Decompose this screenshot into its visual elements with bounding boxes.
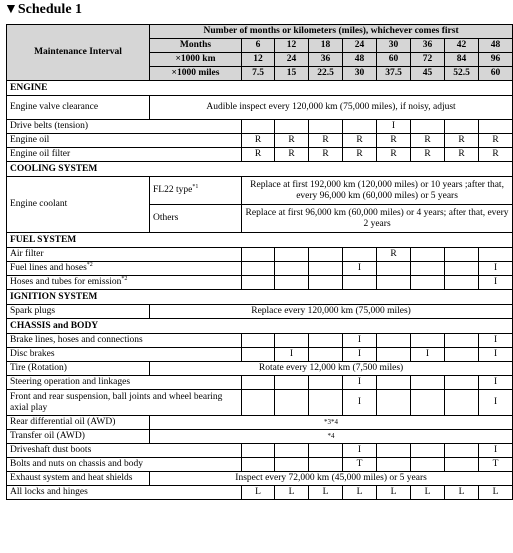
months-value: 36 bbox=[411, 39, 445, 53]
schedule-cell bbox=[309, 376, 343, 390]
months-value: 42 bbox=[445, 39, 479, 53]
schedule-cell bbox=[445, 248, 479, 262]
km-value: 60 bbox=[377, 53, 411, 67]
schedule-cell bbox=[411, 248, 445, 262]
miles-value: 15 bbox=[275, 67, 309, 81]
schedule-cell bbox=[377, 376, 411, 390]
row-label-air-filter: Air filter bbox=[7, 248, 242, 262]
schedule-cell: R bbox=[479, 148, 513, 162]
coolant-fl22-label: FL22 type$^{*1}$ bbox=[150, 177, 242, 205]
schedule-cell bbox=[309, 444, 343, 458]
miles-value: 52.5 bbox=[445, 67, 479, 81]
schedule-cell bbox=[445, 444, 479, 458]
schedule-cell bbox=[275, 262, 309, 276]
schedule-cell bbox=[377, 348, 411, 362]
schedule-cell bbox=[242, 262, 275, 276]
coolant-others-note: Replace at first 96,000 km (60,000 miles) or 4 years; after that, every 2 years bbox=[242, 205, 513, 233]
tire-note: Rotate every 12,000 km (7,500 miles) bbox=[150, 362, 513, 376]
schedule-cell: R bbox=[309, 148, 343, 162]
schedule-cell: R bbox=[309, 134, 343, 148]
schedule-cell: R bbox=[479, 134, 513, 148]
schedule-cell bbox=[377, 262, 411, 276]
schedule-cell bbox=[242, 348, 275, 362]
row-label-valve-clearance: Engine valve clearance bbox=[7, 96, 150, 120]
schedule-cell: R bbox=[343, 148, 377, 162]
row-label-fuel-lines: Fuel lines and hoses$^{*2}$ bbox=[7, 262, 242, 276]
schedule-cell bbox=[275, 390, 309, 416]
schedule-cell bbox=[275, 458, 309, 472]
schedule-cell bbox=[411, 262, 445, 276]
schedule-cell: I bbox=[343, 262, 377, 276]
schedule-title: ▼Schedule 1 bbox=[4, 2, 83, 17]
schedule-cell: R bbox=[377, 148, 411, 162]
schedule-cell: I bbox=[479, 262, 513, 276]
miles-value: 60 bbox=[479, 67, 513, 81]
schedule-cell bbox=[275, 334, 309, 348]
months-value: 48 bbox=[479, 39, 513, 53]
km-value: 12 bbox=[242, 53, 275, 67]
schedule-cell: L bbox=[445, 486, 479, 500]
schedule-cell bbox=[309, 248, 343, 262]
months-value: 18 bbox=[309, 39, 343, 53]
schedule-cell: I bbox=[479, 334, 513, 348]
miles-value: 22.5 bbox=[309, 67, 343, 81]
rear-diff-note: *3*4 bbox=[150, 416, 513, 430]
schedule-cell bbox=[445, 262, 479, 276]
schedule-cell: I bbox=[343, 376, 377, 390]
km-value: 72 bbox=[411, 53, 445, 67]
schedule-cell bbox=[275, 444, 309, 458]
schedule-cell bbox=[445, 276, 479, 290]
schedule-cell bbox=[343, 276, 377, 290]
schedule-cell: I bbox=[343, 444, 377, 458]
miles-value: 7.5 bbox=[242, 67, 275, 81]
schedule-cell bbox=[445, 390, 479, 416]
schedule-cell bbox=[377, 390, 411, 416]
months-value: 12 bbox=[275, 39, 309, 53]
schedule-cell: R bbox=[377, 134, 411, 148]
row-label-steering: Steering operation and linkages bbox=[7, 376, 242, 390]
months-value: 24 bbox=[343, 39, 377, 53]
schedule-cell: R bbox=[411, 134, 445, 148]
schedule-cell: R bbox=[275, 134, 309, 148]
row-label-bolts: Bolts and nuts on chassis and body bbox=[7, 458, 242, 472]
row-label-spark-plugs: Spark plugs bbox=[7, 305, 150, 319]
schedule-cell bbox=[242, 334, 275, 348]
schedule-cell bbox=[309, 276, 343, 290]
schedule-cell: T bbox=[479, 458, 513, 472]
schedule-cell bbox=[445, 120, 479, 134]
schedule-cell bbox=[309, 334, 343, 348]
miles-value: 45 bbox=[411, 67, 445, 81]
maintenance-schedule-table bbox=[6, 24, 513, 500]
schedule-cell: L bbox=[411, 486, 445, 500]
schedule-cell bbox=[242, 390, 275, 416]
months-value: 6 bbox=[242, 39, 275, 53]
schedule-cell: I bbox=[479, 276, 513, 290]
row-label-engine-oil: Engine oil bbox=[7, 134, 242, 148]
schedule-cell bbox=[377, 276, 411, 290]
months-label: Months bbox=[150, 39, 242, 53]
schedule-cell bbox=[411, 276, 445, 290]
schedule-cell: L bbox=[343, 486, 377, 500]
section-chassis: CHASSIS and BODY bbox=[7, 319, 513, 334]
row-label-driveshaft: Driveshaft dust boots bbox=[7, 444, 242, 458]
schedule-cell: T bbox=[343, 458, 377, 472]
schedule-cell bbox=[445, 458, 479, 472]
km-value: 84 bbox=[445, 53, 479, 67]
row-label-oil-filter: Engine oil filter bbox=[7, 148, 242, 162]
schedule-cell bbox=[411, 334, 445, 348]
km-value: 24 bbox=[275, 53, 309, 67]
schedule-cell: I bbox=[479, 376, 513, 390]
schedule-cell bbox=[479, 120, 513, 134]
schedule-cell: I bbox=[411, 348, 445, 362]
row-label-emission-hoses: Hoses and tubes for emission$^{*2}$ bbox=[7, 276, 242, 290]
schedule-cell bbox=[275, 248, 309, 262]
schedule-cell: L bbox=[377, 486, 411, 500]
row-label-tire: Tire (Rotation) bbox=[7, 362, 150, 376]
row-label-disc-brakes: Disc brakes bbox=[7, 348, 242, 362]
schedule-cell bbox=[275, 120, 309, 134]
miles-value: 37.5 bbox=[377, 67, 411, 81]
schedule-cell bbox=[343, 120, 377, 134]
interval-span-header: Number of months or kilometers (miles), whichever comes first bbox=[150, 25, 513, 39]
schedule-cell bbox=[411, 458, 445, 472]
schedule-cell: I bbox=[479, 390, 513, 416]
schedule-cell bbox=[445, 348, 479, 362]
schedule-cell: I bbox=[343, 348, 377, 362]
schedule-cell bbox=[343, 248, 377, 262]
miles-label: ×1000 miles bbox=[150, 67, 242, 81]
miles-value: 30 bbox=[343, 67, 377, 81]
schedule-cell: L bbox=[309, 486, 343, 500]
schedule-cell bbox=[377, 444, 411, 458]
coolant-fl22-note: Replace at first 192,000 km (120,000 miles) or 10 years ;after that, every 96,000 km (60,000 miles) or 5 years bbox=[242, 177, 513, 205]
km-value: 36 bbox=[309, 53, 343, 67]
schedule-cell bbox=[275, 276, 309, 290]
row-label-suspension: Front and rear suspension, ball joints and wheel bearing axial play bbox=[7, 390, 242, 416]
schedule-cell bbox=[411, 444, 445, 458]
spark-plugs-note: Replace every 120,000 km (75,000 miles) bbox=[150, 305, 513, 319]
schedule-cell bbox=[242, 248, 275, 262]
transfer-note: *4 bbox=[150, 430, 513, 444]
schedule-cell: R bbox=[445, 148, 479, 162]
row-label-exhaust: Exhaust system and heat shields bbox=[7, 472, 150, 486]
schedule-cell bbox=[377, 334, 411, 348]
row-label-rear-diff: Rear differential oil (AWD) bbox=[7, 416, 150, 430]
row-label-transfer: Transfer oil (AWD) bbox=[7, 430, 150, 444]
schedule-cell bbox=[377, 458, 411, 472]
schedule-cell: I bbox=[343, 334, 377, 348]
schedule-cell: I bbox=[479, 348, 513, 362]
km-value: 96 bbox=[479, 53, 513, 67]
exhaust-note: Inspect every 72,000 km (45,000 miles) or 5 years bbox=[150, 472, 513, 486]
schedule-cell: L bbox=[242, 486, 275, 500]
valve-clearance-note: Audible inspect every 120,000 km (75,000 miles), if noisy, adjust bbox=[150, 96, 513, 120]
schedule-cell bbox=[275, 376, 309, 390]
schedule-cell: R bbox=[411, 148, 445, 162]
schedule-cell: I bbox=[275, 348, 309, 362]
schedule-cell bbox=[242, 120, 275, 134]
section-fuel: FUEL SYSTEM bbox=[7, 233, 513, 248]
schedule-cell bbox=[242, 458, 275, 472]
km-label: ×1000 km bbox=[150, 53, 242, 67]
schedule-cell bbox=[309, 120, 343, 134]
coolant-others-label: Others bbox=[150, 205, 242, 233]
schedule-cell bbox=[242, 276, 275, 290]
schedule-cell: L bbox=[275, 486, 309, 500]
schedule-cell bbox=[445, 376, 479, 390]
months-value: 30 bbox=[377, 39, 411, 53]
maintenance-interval-header: Maintenance Interval bbox=[7, 25, 150, 81]
schedule-cell bbox=[411, 376, 445, 390]
km-value: 48 bbox=[343, 53, 377, 67]
schedule-cell: R bbox=[275, 148, 309, 162]
row-label-drive-belts: Drive belts (tension) bbox=[7, 120, 242, 134]
schedule-cell: R bbox=[445, 134, 479, 148]
schedule-cell: I bbox=[377, 120, 411, 134]
schedule-cell bbox=[479, 248, 513, 262]
schedule-cell bbox=[309, 390, 343, 416]
schedule-cell: I bbox=[479, 444, 513, 458]
schedule-cell bbox=[445, 334, 479, 348]
schedule-cell: R bbox=[343, 134, 377, 148]
section-cooling: COOLING SYSTEM bbox=[7, 162, 513, 177]
section-ignition: IGNITION SYSTEM bbox=[7, 290, 513, 305]
schedule-cell: R bbox=[242, 148, 275, 162]
schedule-cell bbox=[411, 120, 445, 134]
schedule-cell: L bbox=[479, 486, 513, 500]
schedule-cell bbox=[309, 458, 343, 472]
schedule-cell: R bbox=[242, 134, 275, 148]
schedule-cell: I bbox=[343, 390, 377, 416]
schedule-cell bbox=[242, 444, 275, 458]
schedule-cell: R bbox=[377, 248, 411, 262]
row-label-engine-coolant: Engine coolant bbox=[7, 177, 150, 233]
schedule-cell bbox=[242, 376, 275, 390]
schedule-cell bbox=[411, 390, 445, 416]
section-engine: ENGINE bbox=[7, 81, 513, 96]
row-label-locks: All locks and hinges bbox=[7, 486, 242, 500]
row-label-brake-lines: Brake lines, hoses and connections bbox=[7, 334, 242, 348]
schedule-cell bbox=[309, 262, 343, 276]
schedule-cell bbox=[309, 348, 343, 362]
